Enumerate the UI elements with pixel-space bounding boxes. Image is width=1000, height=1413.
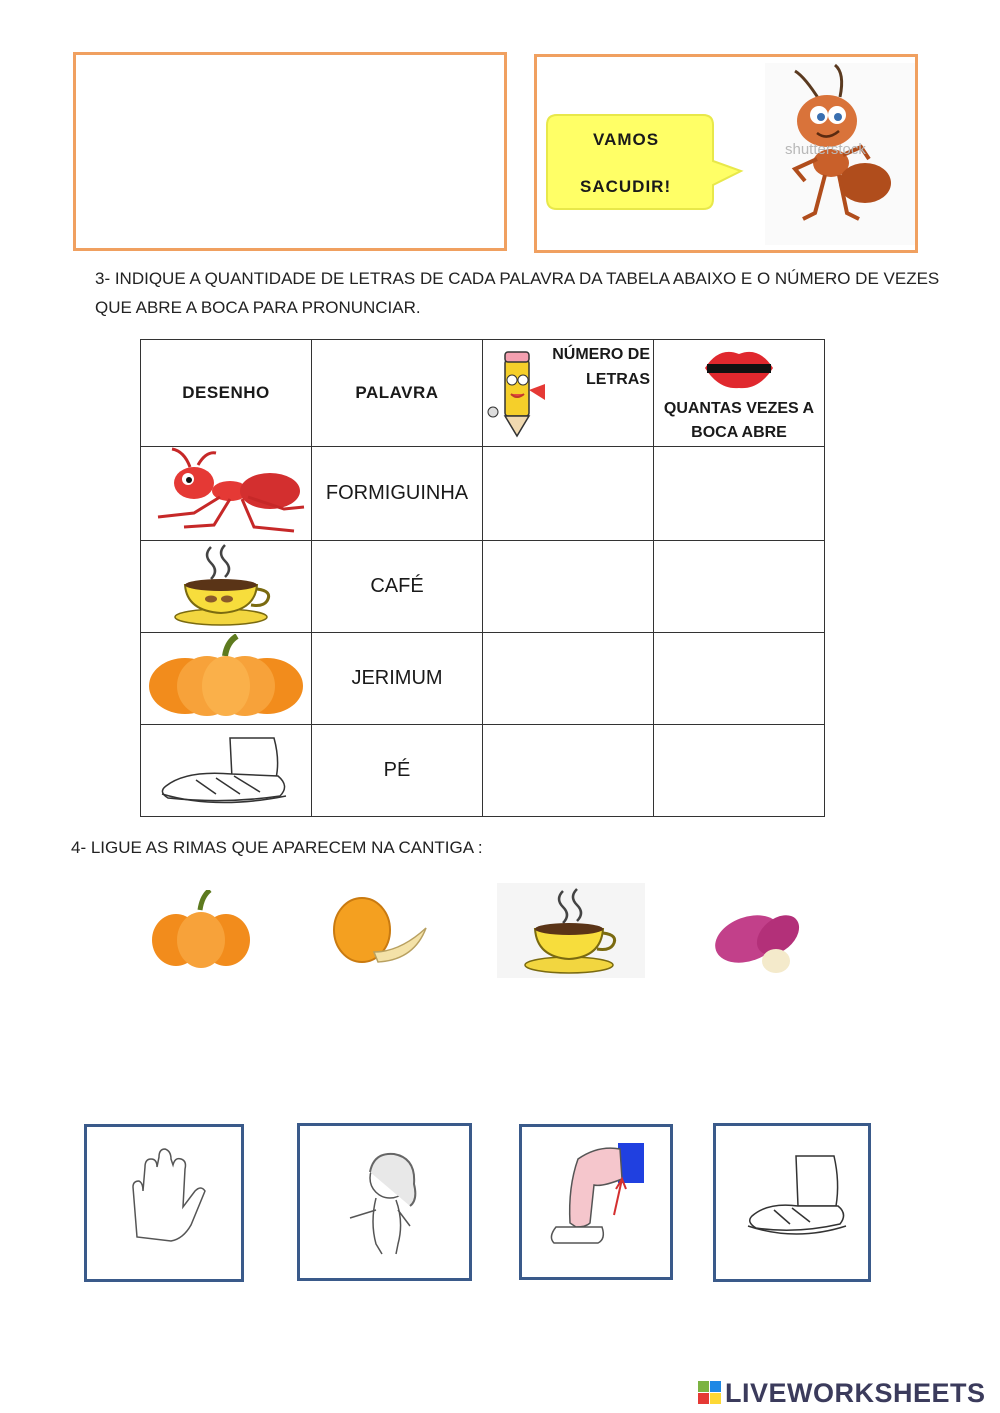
header-palavra: PALAVRA [312,340,483,447]
table-row [141,725,825,817]
coffee-cup-icon [497,883,645,978]
ant-icon [144,447,308,535]
liveworksheets-logo-icon [697,1380,723,1406]
mouth-answer-cell[interactable] [654,447,825,541]
word-jerimum: JERIMUM [351,667,443,689]
coffee-cup-image[interactable] [497,883,645,978]
table-row [141,447,825,541]
word-cell [312,633,483,725]
mouth-answer-cell[interactable] [654,633,825,725]
drawing-cell [141,541,312,633]
child-card[interactable] [297,1123,472,1281]
knee-card[interactable] [519,1124,673,1280]
header-letras-line-1: NÚMERO DE [552,346,650,363]
letters-answer-cell[interactable] [483,541,654,633]
child-icon [300,1126,469,1278]
table-row [141,633,825,725]
letters-answer-cell[interactable] [483,447,654,541]
pencil-mascot-icon [485,346,551,442]
pumpkin-icon [145,634,307,718]
letters-answer-cell[interactable] [483,725,654,817]
liveworksheets-logo [697,1378,986,1408]
sandal-foot-icon [716,1126,868,1279]
sweet-potato-icon[interactable] [708,895,812,979]
knee-icon [522,1127,670,1277]
header-desenho: DESENHO [141,340,312,447]
drawing-cell [141,725,312,817]
speech-line-1: VAMOS [593,130,660,149]
melon-slice-icon[interactable] [330,892,430,966]
header-boca-abre [654,340,825,447]
answer-box[interactable] [73,52,507,251]
hand-card[interactable] [84,1124,244,1282]
coffee-cup-icon [171,541,281,627]
liveworksheets-brand-text: LIVEWORKSHEETS [725,1377,986,1408]
word-cell [312,447,483,541]
pumpkin-icon[interactable] [150,890,252,970]
word-pe: PÉ [383,759,411,781]
word-formiguinha: FORMIGUINHA [325,482,469,504]
sandal-foot-icon [156,730,296,806]
hand-icon [87,1127,241,1279]
ant-speech-panel [534,54,918,253]
drawing-cell [141,633,312,725]
header-boca-line-1: QUANTAS VEZES A [663,400,815,417]
mouth-icon [701,344,777,394]
mouth-answer-cell[interactable] [654,725,825,817]
drawing-cell [141,447,312,541]
foot-card[interactable] [713,1123,871,1282]
header-numero-letras [483,340,654,447]
words-table [140,339,825,817]
watermark-text: shutterstock [785,141,866,158]
letters-answer-cell[interactable] [483,633,654,725]
word-cell [312,541,483,633]
speech-line-2: SACUDIR! [580,177,672,196]
word-cafe: CAFÉ [370,575,424,597]
header-letras-line-2: LETRAS [586,371,650,388]
ant-cartoon-image [765,63,915,245]
question-3-line-2: QUE ABRE A BOCA PARA PRONUNCIAR. [95,298,421,317]
mouth-answer-cell[interactable] [654,541,825,633]
question-4-line: 4- LIGUE AS RIMAS QUE APARECEM NA CANTIGA : [71,838,483,857]
word-cell [312,725,483,817]
header-boca-line-2: BOCA ABRE [691,424,787,441]
table-row [141,541,825,633]
question-3-line-1: 3- INDIQUE A QUANTIDADE DE LETRAS DE CADA PALAVRA DA TABELA ABAIXO E O NÚMERO DE VEZES [95,269,940,288]
speech-bubble [545,113,745,213]
